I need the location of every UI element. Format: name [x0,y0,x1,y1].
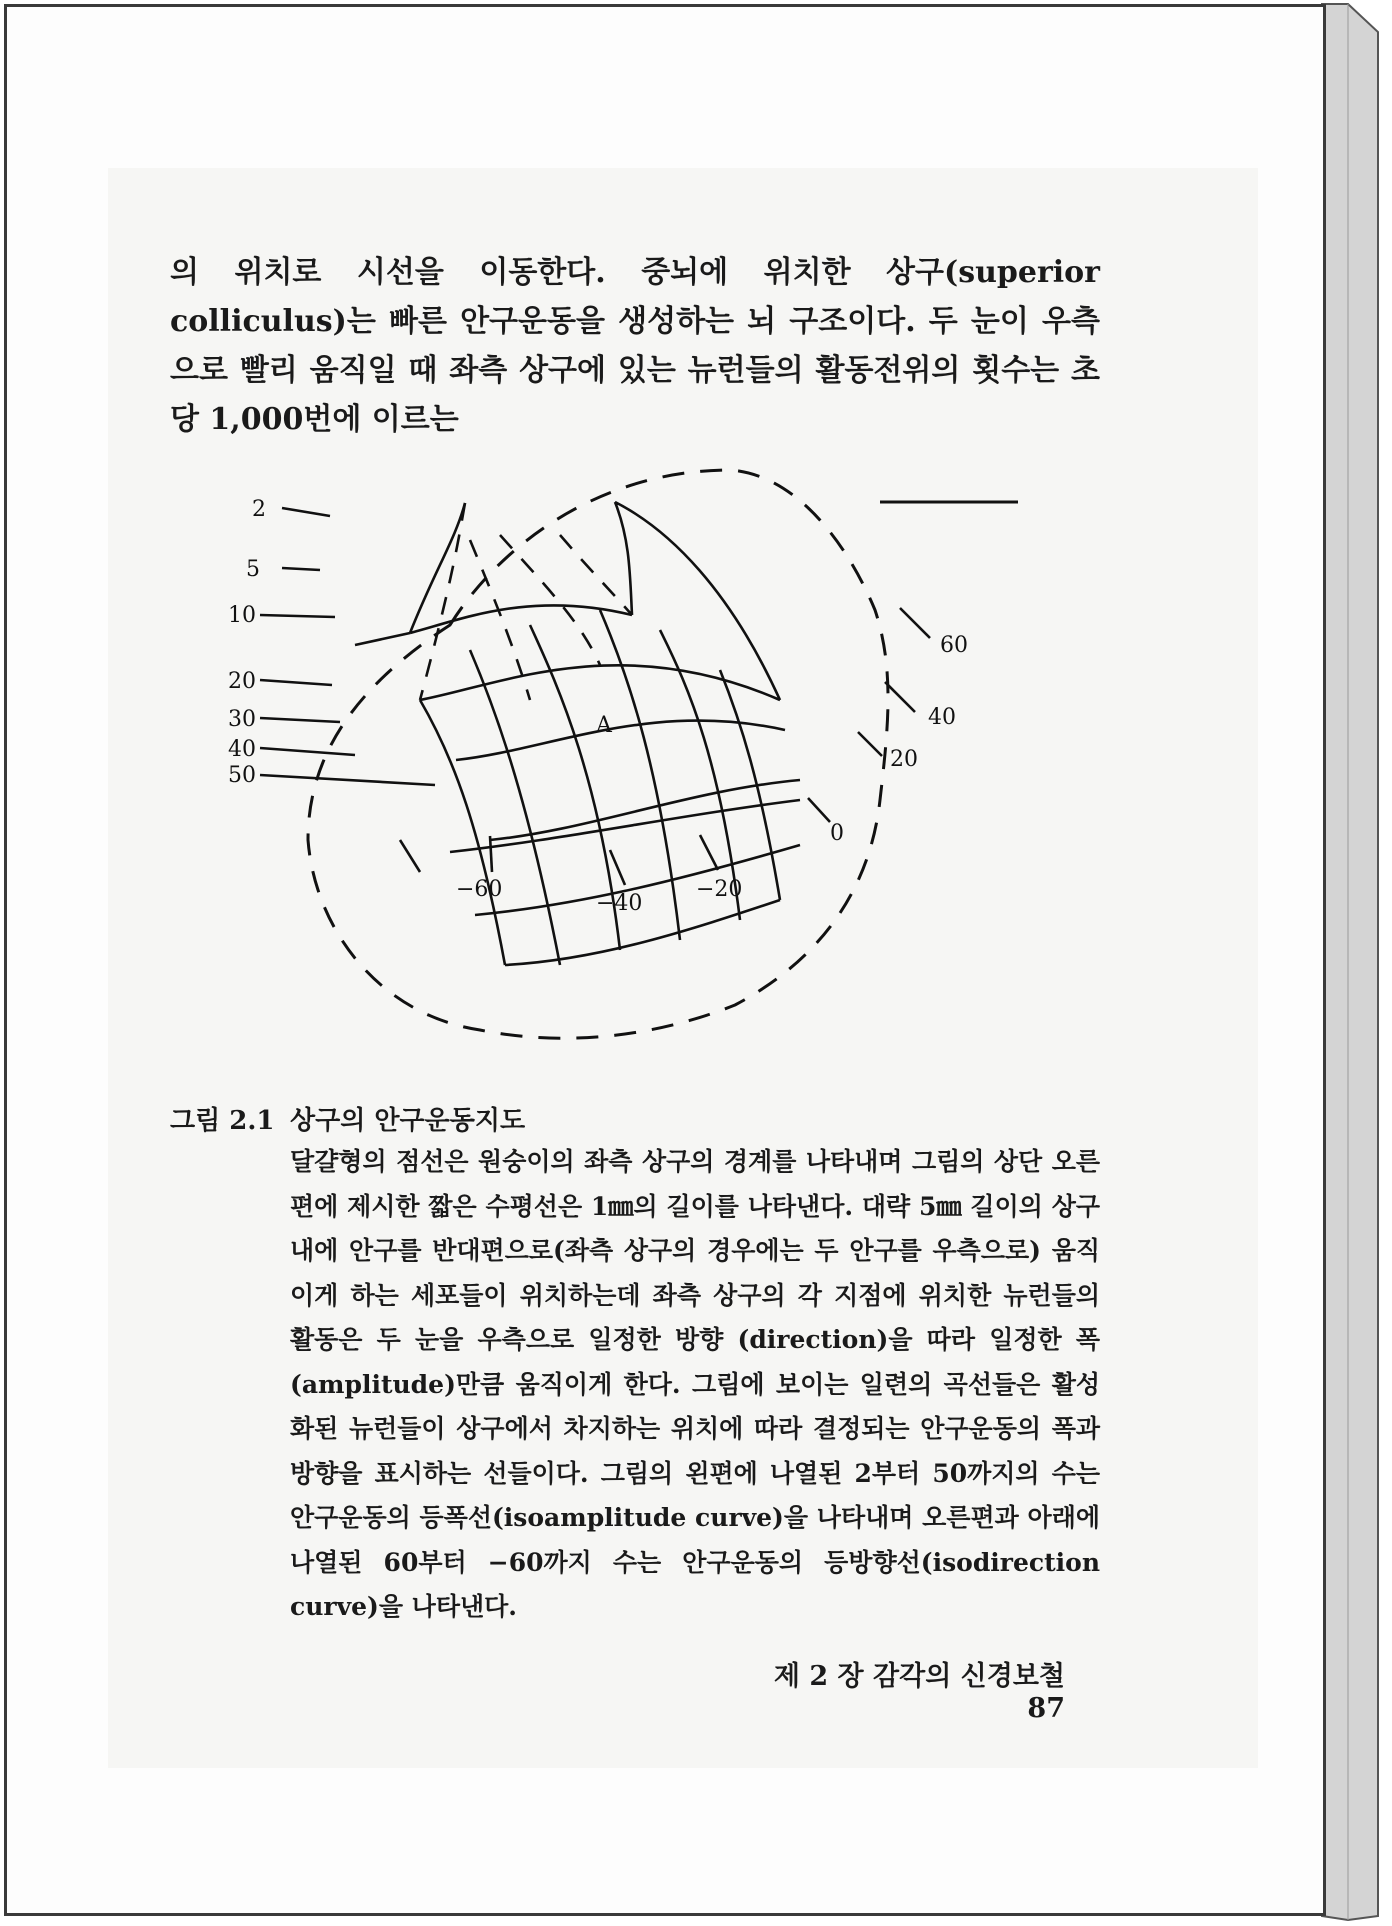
point-label-a: A [596,713,612,738]
map-grid-outline [355,502,780,700]
iso-curve-30 [450,800,800,852]
dashed-guides [420,503,632,700]
caption-text: 달걀형의 점선은 원숭이의 좌측 상구의 경계를 나타내며 그림의 상단 오른편에 제시한 짧은 수평선은 1㎜의 길이를 나타낸다. 대략 5㎜ 길이의 상구내에 안구를 반대편으로(좌측 상구의 경우에는 두 안구를 우측으로) 움직이게 하는 세포들이 위치하는데 좌측 상구의 각 지점에 위치한 뉴런들의 활동은 두 눈을 우측으로 일정한 방향 (direction)을 따라 일정한 폭(amplitude)만큼 움직이게 한다. 그림에 보이는 일련의 곡선들은 활성화된 뉴런들이 상구에서 차지하는 위치에 따라 결정되는 안구운동의 폭과 방향을 표시하는 선들이다. 그림의 왼편에 나열된 2부터 50까지의 수는 안구운동의 등폭선(isoamplitude curve)을 나타내며 오른편과 아래에 나열된 60부터 −60까지 수는 안구운동의 등방향선(isodirection curve)을 나타낸다. [290,1147,1100,1621]
dir-label-neg60: −60 [456,877,503,902]
figure-caption-body [290,1140,1100,1630]
page-stack-edge [1322,0,1392,1926]
dir-label-0: 0 [830,821,844,846]
iso-label-20: 20 [228,669,256,694]
figure-caption-title: 상구의 안구운동지도 [290,1106,526,1136]
dir-label-neg40: −40 [596,891,643,916]
figure-caption-label: 그림 2.1 [170,1106,275,1136]
running-chapter-title: 제 2 장 감각의 신경보철 [773,1661,1065,1692]
iso-label-50: 50 [228,763,256,788]
dir-label-40: 40 [928,705,956,730]
iso-label-2: 2 [252,497,266,522]
dir-label-60: 60 [940,633,968,658]
page-number: 87 [1027,1693,1065,1724]
body-paragraph: 의 위치로 시선을 이동한다. 중뇌에 위치한 상구(superior colliculus)는 빠른 안구운동을 생성하는 뇌 구조이다. 두 눈이 우측으로 빨리 움직일 때 좌측 상구에 있는 뉴런들의 활동전위의 횟수는 초당 1,000번에 이르는 [170,255,1100,437]
isoamplitude-labels [260,508,435,785]
iso-curve-10 [456,721,785,760]
iso-label-10: 10 [228,603,256,628]
iso-label-5: 5 [246,557,260,582]
iso-label-30: 30 [228,707,256,732]
dir-label-neg20: −20 [696,877,743,902]
body-text [170,248,1100,444]
oculomotor-map-figure [228,460,1080,1080]
iso-curve-20 [490,780,800,840]
iso-label-40: 40 [228,737,256,762]
page-footer [735,1654,1065,1724]
dir-label-20: 20 [890,747,918,772]
